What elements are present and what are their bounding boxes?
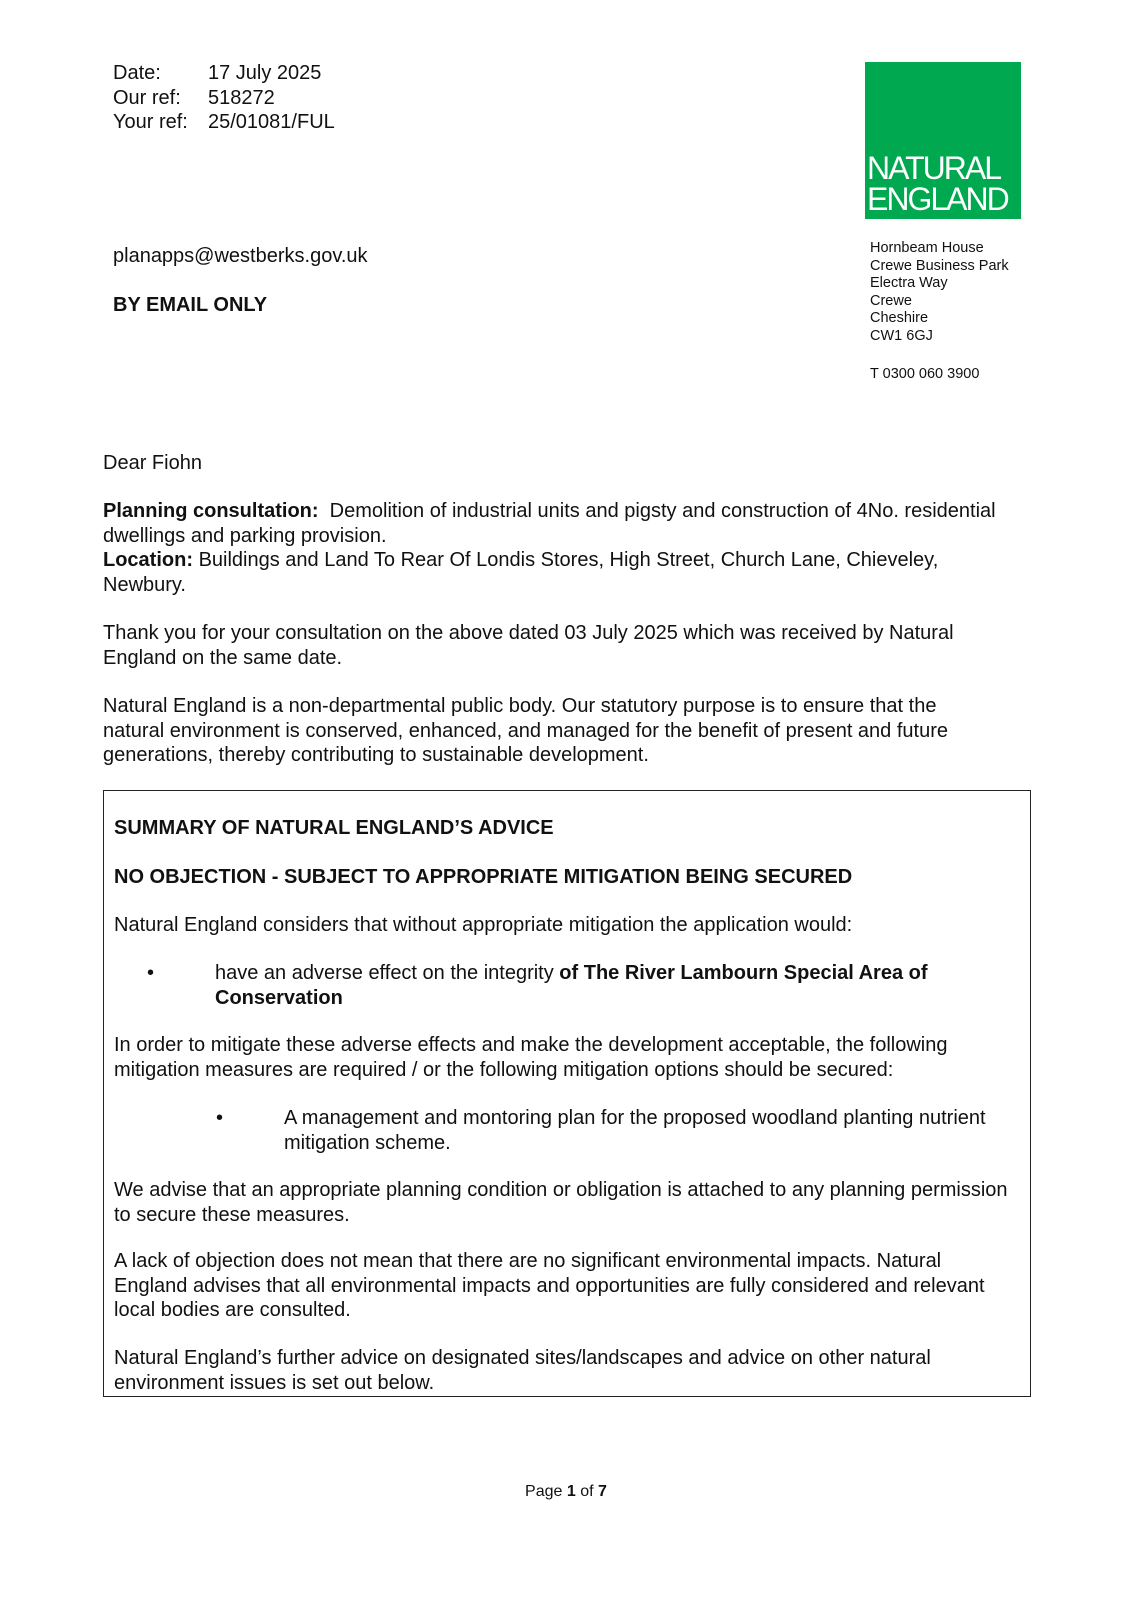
address-line: Cheshire (870, 310, 929, 326)
reference-block (113, 61, 335, 135)
delivery-method: BY EMAIL ONLY (113, 294, 268, 316)
address-line: Hornbeam House (870, 240, 984, 256)
location-text: Buildings and Land To Rear Of Londis Stores, High Street, Church Lane, Chieveley, Newbury. (103, 549, 939, 596)
office-phone: T 0300 060 3900 (870, 366, 980, 382)
bullet-icon: • (216, 1107, 224, 1129)
your-ref-label: Your ref: (113, 111, 188, 133)
office-address (870, 240, 1009, 345)
address-line: Crewe (870, 292, 912, 309)
date-label: Date: (113, 62, 161, 84)
bullet-text (215, 961, 947, 1010)
consultation-label: Planning consultation: (103, 500, 319, 522)
mitigation-intro: In order to mitigate these adverse effects and make the development acceptable, the following mitigation measures are required / or the following mitigation options should be secured: (114, 1034, 948, 1081)
address-line: Crewe Business Park (870, 257, 1009, 274)
condition-advice: We advise that an appropriate planning condition or obligation is attached to any planning permission to secure these measures. (114, 1179, 1008, 1226)
consultation-text: Demolition of industrial units and pigsty and construction of 4No. residential dwellings and parking provision. (103, 500, 996, 547)
address-line: CW1 6GJ (870, 327, 933, 344)
further-advice: Natural England’s further advice on designated sites/landscapes and advice on other natural environment issues is set out below. (114, 1347, 931, 1394)
bullet-icon: • (147, 962, 155, 984)
our-ref-label: Our ref: (113, 86, 181, 109)
bullet-plain-text: have an adverse effect on the integrity (215, 962, 560, 984)
location-label: Location: (103, 549, 193, 571)
list-item (216, 1106, 996, 1155)
your-ref-value: 25/01081/FUL (208, 111, 335, 133)
summary-box (103, 790, 1031, 1397)
logo-wordmark (867, 150, 1008, 217)
summary-verdict: NO OBJECTION - SUBJECT TO APPROPRIATE MITIGATION BEING SECURED (114, 866, 853, 888)
thanks-paragraph: Thank you for your consultation on the above dated 03 July 2025 which was received by Natural England on the same date. (103, 622, 954, 669)
bullet-text: A management and montoring plan for the proposed woodland planting nutrient mitigation scheme. (284, 1107, 986, 1154)
our-ref-value: 518272 (208, 86, 275, 109)
address-line: Electra Way (870, 275, 948, 291)
logo-line-natural: NATURAL (867, 150, 1000, 186)
page-label: Page (525, 1483, 563, 1500)
date-row (113, 61, 335, 86)
summary-intro: Natural England considers that without appropriate mitigation the application would: (114, 914, 853, 936)
lack-of-objection: A lack of objection does not mean that there are no significant environmental impacts. Natural England advises that all environmental impacts and opportunities are fully considered and relevant local bodies are consulted. (114, 1250, 985, 1321)
date-value: 17 July 2025 (208, 62, 322, 84)
page-footer (0, 1483, 1132, 1501)
bullet-bold-text: of The River Lambourn Special Area of Conservation (215, 962, 928, 1009)
logo-line-england: ENGLAND (867, 181, 1008, 217)
summary-heading: SUMMARY OF NATURAL ENGLAND’S ADVICE (114, 817, 554, 839)
recipient-email: planapps@westberks.gov.uk (113, 245, 368, 267)
about-paragraph: Natural England is a non-departmental public body. Our statutory purpose is to ensure that the natural environment is conserved, enhanced, and managed for the benefit of present and future generations, thereby contributing to sustainable development. (103, 695, 948, 766)
consultation-paragraph (103, 499, 1003, 597)
natural-england-logo (865, 62, 1021, 219)
our-ref-row (113, 86, 335, 111)
page-total: 7 (598, 1483, 607, 1500)
your-ref-row (113, 110, 335, 135)
list-item (147, 961, 947, 1010)
salutation: Dear Fiohn (103, 452, 202, 474)
page-of: of (580, 1483, 594, 1500)
page-current: 1 (566, 1483, 576, 1500)
